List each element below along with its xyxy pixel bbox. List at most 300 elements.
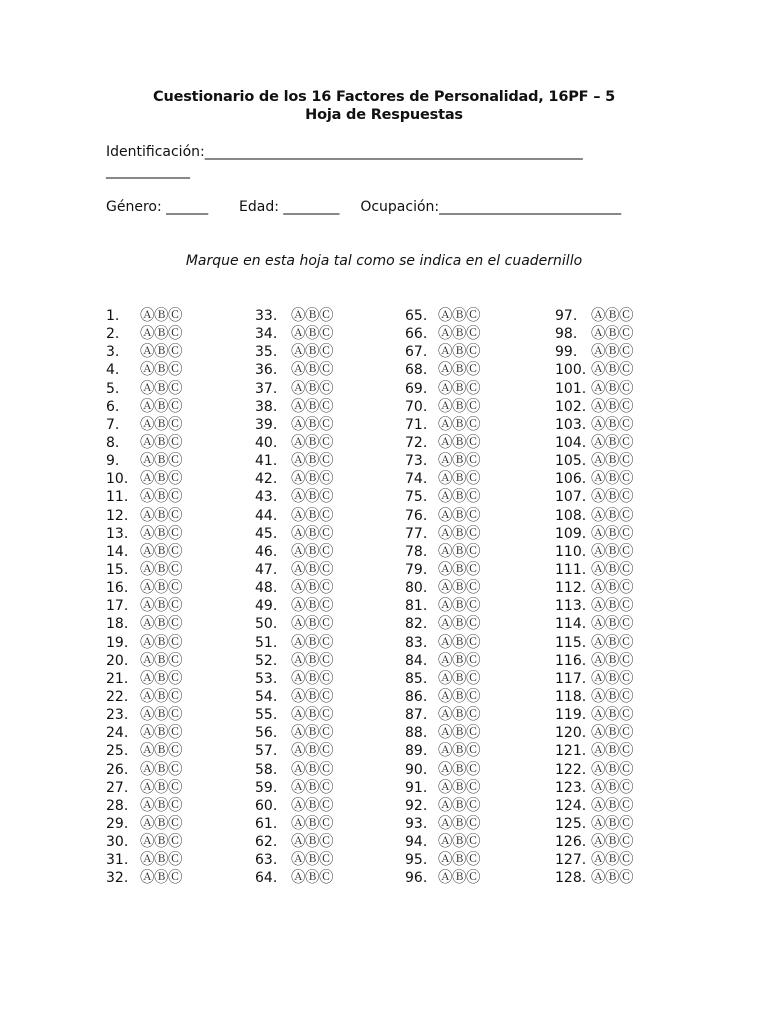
answer-options[interactable]: ⒶⒷⒸ [140,543,182,560]
answer-item [255,488,333,506]
answer-item [555,742,633,760]
answer-item [255,615,333,633]
answer-options[interactable]: ⒶⒷⒸ [438,634,480,651]
answer-options[interactable]: ⒶⒷⒸ [291,670,333,687]
answer-options[interactable]: ⒶⒷⒸ [140,561,182,578]
answer-options[interactable]: ⒶⒷⒸ [140,761,182,778]
answer-options[interactable]: ⒶⒷⒸ [140,326,182,343]
answer-options[interactable]: ⒶⒷⒸ [438,670,480,687]
question-number: 118. [555,688,587,705]
answer-item [405,543,480,561]
answer-item [405,325,480,343]
answer-options[interactable]: ⒶⒷⒸ [438,507,480,524]
question-number: 82. [405,616,428,633]
question-number: 86. [405,688,428,705]
answer-options[interactable]: ⒶⒷⒸ [291,344,333,361]
question-number: 49. [255,598,278,615]
question-number: 31. [106,852,129,869]
answer-options[interactable]: ⒶⒷⒸ [591,779,633,796]
answer-options[interactable]: ⒶⒷⒸ [591,743,633,760]
answer-item [405,398,480,416]
answer-item [255,470,333,488]
answer-options[interactable]: ⒶⒷⒸ [291,797,333,814]
answer-options[interactable]: ⒶⒷⒸ [438,561,480,578]
answer-options[interactable]: ⒶⒷⒸ [591,834,633,851]
answer-options[interactable]: ⒶⒷⒸ [438,344,480,361]
answer-options[interactable]: ⒶⒷⒸ [140,834,182,851]
answer-item [405,579,480,597]
answer-options[interactable]: ⒶⒷⒸ [140,398,182,415]
answer-item [555,452,633,470]
answer-options[interactable]: ⒶⒷⒸ [291,543,333,560]
answer-options[interactable]: ⒶⒷⒸ [438,616,480,633]
question-number: 47. [255,561,278,578]
answer-options[interactable]: ⒶⒷⒸ [140,870,182,887]
answer-options[interactable]: ⒶⒷⒸ [140,779,182,796]
page-title: Cuestionario de los 16 Factores de Personalidad, 16PF – 5 [153,89,615,105]
answer-item [555,561,633,579]
answer-item [405,416,480,434]
answer-item [405,815,480,833]
answer-item [405,488,480,506]
question-number: 26. [106,761,129,778]
answer-item [555,779,633,797]
answer-options[interactable]: ⒶⒷⒸ [140,652,182,669]
answer-column [405,307,480,888]
question-number: 70. [405,398,428,415]
question-number: 29. [106,815,129,832]
question-number: 110. [555,543,587,560]
question-number: 18. [106,616,129,633]
answer-options[interactable]: ⒶⒷⒸ [438,326,480,343]
answer-item [555,361,633,379]
answer-options[interactable]: ⒶⒷⒸ [140,308,182,324]
answer-options[interactable]: ⒶⒷⒸ [591,580,633,597]
question-number: 72. [405,434,428,451]
question-number: 57. [255,743,278,760]
question-number: 80. [405,580,428,597]
question-number: 128. [555,870,587,887]
answer-options[interactable]: ⒶⒷⒸ [140,743,182,760]
answer-options[interactable]: ⒶⒷⒸ [438,797,480,814]
answer-options[interactable]: ⒶⒷⒸ [291,398,333,415]
question-number: 84. [405,652,428,669]
identification-field-continued[interactable]: ____________ [106,163,190,179]
answer-options[interactable]: ⒶⒷⒸ [291,725,333,742]
answer-options[interactable]: ⒶⒷⒸ [140,489,182,506]
answer-item [405,507,480,525]
question-number: 7. [106,416,120,433]
question-number: 51. [255,634,278,651]
answer-item [255,361,333,379]
answer-options[interactable]: ⒶⒷⒸ [140,380,182,397]
answer-options[interactable]: ⒶⒷⒸ [591,525,633,542]
question-number: 97. [555,308,578,324]
answer-item [255,325,333,343]
answer-options[interactable]: ⒶⒷⒸ [291,688,333,705]
question-number: 116. [555,652,587,669]
page-subtitle: Hoja de Respuestas [305,107,463,123]
answer-item [255,761,333,779]
question-number: 111. [555,561,587,578]
answer-item [555,652,633,670]
answer-options[interactable]: ⒶⒷⒸ [291,870,333,887]
answer-item [405,851,480,869]
answer-item [555,761,633,779]
answer-item [405,724,480,742]
answer-item [255,652,333,670]
question-number: 33. [255,308,278,324]
answer-options[interactable]: ⒶⒷⒸ [140,688,182,705]
answer-item [405,634,480,652]
question-number: 75. [405,489,428,506]
answer-item [106,869,182,887]
answer-item [405,761,480,779]
answer-options[interactable]: ⒶⒷⒸ [591,670,633,687]
answer-options[interactable]: ⒶⒷⒸ [591,471,633,488]
answer-options[interactable]: ⒶⒷⒸ [291,471,333,488]
answer-options[interactable]: ⒶⒷⒸ [291,434,333,451]
question-number: 81. [405,598,428,615]
question-number: 91. [405,779,428,796]
answer-item [255,742,333,760]
answer-options[interactable]: ⒶⒷⒸ [140,525,182,542]
answer-options[interactable]: ⒶⒷⒸ [140,507,182,524]
answer-options[interactable]: ⒶⒷⒸ [291,634,333,651]
answer-item [106,652,182,670]
answer-options[interactable]: ⒶⒷⒸ [140,362,182,379]
answer-item [555,797,633,815]
answer-options[interactable]: ⒶⒷⒸ [438,743,480,760]
question-number: 3. [106,344,120,361]
question-number: 8. [106,434,120,451]
answer-options[interactable]: ⒶⒷⒸ [291,580,333,597]
answer-item [555,634,633,652]
answer-item [255,434,333,452]
answer-options[interactable]: ⒶⒷⒸ [291,453,333,470]
answer-item [106,525,182,543]
answer-options[interactable]: ⒶⒷⒸ [591,398,633,415]
question-number: 105. [555,453,587,470]
answer-item [106,561,182,579]
answer-options[interactable]: ⒶⒷⒸ [591,761,633,778]
answer-options[interactable]: ⒶⒷⒸ [591,344,633,361]
question-number: 16. [106,580,129,597]
answer-options[interactable]: ⒶⒷⒸ [438,453,480,470]
answer-item [555,398,633,416]
answer-options[interactable]: ⒶⒷⒸ [591,380,633,397]
answer-options[interactable]: ⒶⒷⒸ [438,580,480,597]
answer-item [106,797,182,815]
question-number: 123. [555,779,587,796]
answer-item [106,706,182,724]
answer-options[interactable]: ⒶⒷⒸ [591,453,633,470]
question-number: 13. [106,525,129,542]
answer-options[interactable]: ⒶⒷⒸ [291,416,333,433]
answer-options[interactable]: ⒶⒷⒸ [291,652,333,669]
gender-field[interactable]: Género: ______ [106,199,209,215]
question-number: 87. [405,707,428,724]
answer-options[interactable]: ⒶⒷⒸ [591,616,633,633]
answer-item [106,543,182,561]
answer-item [106,815,182,833]
answer-item [555,670,633,688]
answer-item [106,779,182,797]
question-number: 69. [405,380,428,397]
question-number: 25. [106,743,129,760]
answer-item [255,343,333,361]
answer-item [106,470,182,488]
answer-options[interactable]: ⒶⒷⒸ [140,852,182,869]
answer-options[interactable]: ⒶⒷⒸ [291,779,333,796]
question-number: 45. [255,525,278,542]
question-number: 90. [405,761,428,778]
answer-column [555,307,633,888]
answer-item [255,561,333,579]
answer-options[interactable]: ⒶⒷⒸ [438,870,480,887]
answer-item [106,398,182,416]
answer-options[interactable]: ⒶⒷⒸ [140,616,182,633]
answer-item [255,634,333,652]
question-number: 22. [106,688,129,705]
answer-options[interactable]: ⒶⒷⒸ [140,670,182,687]
answer-options[interactable]: ⒶⒷⒸ [438,362,480,379]
answer-options[interactable]: ⒶⒷⒸ [291,525,333,542]
answer-options[interactable]: ⒶⒷⒸ [438,543,480,560]
answer-item [555,815,633,833]
answer-options[interactable]: ⒶⒷⒸ [140,634,182,651]
answer-options[interactable]: ⒶⒷⒸ [591,507,633,524]
answer-options[interactable]: ⒶⒷⒸ [291,616,333,633]
answer-options[interactable]: ⒶⒷⒸ [591,598,633,615]
answer-item [405,307,480,325]
answer-options[interactable]: ⒶⒷⒸ [291,362,333,379]
answer-item [255,579,333,597]
question-number: 37. [255,380,278,397]
answer-item [255,779,333,797]
answer-options[interactable]: ⒶⒷⒸ [438,434,480,451]
question-number: 120. [555,725,587,742]
question-number: 104. [555,434,587,451]
answer-item [106,688,182,706]
question-number: 5. [106,380,120,397]
answer-item [555,543,633,561]
answer-options[interactable]: ⒶⒷⒸ [140,598,182,615]
answer-item [405,525,480,543]
question-number: 24. [106,725,129,742]
answer-options[interactable]: ⒶⒷⒸ [291,761,333,778]
question-number: 94. [405,834,428,851]
answer-item [255,452,333,470]
answer-options[interactable]: ⒶⒷⒸ [591,543,633,560]
answer-options[interactable]: ⒶⒷⒸ [438,380,480,397]
answer-options[interactable]: ⒶⒷⒸ [438,852,480,869]
question-number: 109. [555,525,587,542]
answer-options[interactable]: ⒶⒷⒸ [291,598,333,615]
answer-item [106,615,182,633]
answer-item [255,797,333,815]
question-number: 61. [255,815,278,832]
answer-options[interactable]: ⒶⒷⒸ [140,797,182,814]
answer-options[interactable]: ⒶⒷⒸ [438,761,480,778]
answer-options[interactable]: ⒶⒷⒸ [591,797,633,814]
answer-options[interactable]: ⒶⒷⒸ [591,870,633,887]
question-number: 124. [555,797,587,814]
question-number: 39. [255,416,278,433]
question-number: 126. [555,834,587,851]
answer-item [255,416,333,434]
answer-options[interactable]: ⒶⒷⒸ [438,308,480,324]
answer-options[interactable]: ⒶⒷⒸ [591,561,633,578]
answer-item [255,398,333,416]
identification-field[interactable]: Identificación:______________________________________________________ [106,144,583,160]
answer-options[interactable]: ⒶⒷⒸ [438,416,480,433]
question-number: 112. [555,580,587,597]
answer-item [255,851,333,869]
answer-item [555,869,633,887]
answer-options[interactable]: ⒶⒷⒸ [591,434,633,451]
question-number: 77. [405,525,428,542]
answer-item [555,470,633,488]
answer-options[interactable]: ⒶⒷⒸ [591,326,633,343]
answer-options[interactable]: ⒶⒷⒸ [291,326,333,343]
answer-item [405,869,480,887]
answer-options[interactable]: ⒶⒷⒸ [438,489,480,506]
answer-options[interactable]: ⒶⒷⒸ [591,852,633,869]
answer-item [106,361,182,379]
answer-options[interactable]: ⒶⒷⒸ [291,308,333,324]
answer-item [555,380,633,398]
answer-options[interactable]: ⒶⒷⒸ [140,580,182,597]
answer-item [555,434,633,452]
answer-options[interactable]: ⒶⒷⒸ [291,380,333,397]
question-number: 12. [106,507,129,524]
answer-options[interactable]: ⒶⒷⒸ [438,815,480,832]
answer-options[interactable]: ⒶⒷⒸ [591,362,633,379]
answer-item [106,833,182,851]
answer-item [106,851,182,869]
question-number: 106. [555,471,587,488]
question-number: 127. [555,852,587,869]
answer-options[interactable]: ⒶⒷⒸ [438,688,480,705]
question-number: 9. [106,453,120,470]
question-number: 53. [255,670,278,687]
answer-item [555,416,633,434]
answer-options[interactable]: ⒶⒷⒸ [591,489,633,506]
answer-item [405,797,480,815]
answer-options[interactable]: ⒶⒷⒸ [438,398,480,415]
question-number: 113. [555,598,587,615]
answer-options[interactable]: ⒶⒷⒸ [140,453,182,470]
question-number: 117. [555,670,587,687]
answer-options[interactable]: ⒶⒷⒸ [140,707,182,724]
answer-options[interactable]: ⒶⒷⒸ [291,743,333,760]
question-number: 64. [255,870,278,887]
question-number: 21. [106,670,129,687]
answer-options[interactable]: ⒶⒷⒸ [591,815,633,832]
question-number: 42. [255,471,278,488]
answer-options[interactable]: ⒶⒷⒸ [438,834,480,851]
personal-info-row [106,199,621,215]
answer-options[interactable]: ⒶⒷⒸ [291,815,333,832]
question-number: 68. [405,362,428,379]
answer-options[interactable]: ⒶⒷⒸ [438,707,480,724]
answer-options[interactable]: ⒶⒷⒸ [291,707,333,724]
question-number: 65. [405,308,428,324]
answer-item [255,833,333,851]
answer-options[interactable]: ⒶⒷⒸ [291,561,333,578]
answer-options[interactable]: ⒶⒷⒸ [291,852,333,869]
answer-options[interactable]: ⒶⒷⒸ [438,725,480,742]
question-number: 43. [255,489,278,506]
question-number: 35. [255,344,278,361]
answer-item [405,380,480,398]
answer-options[interactable]: ⒶⒷⒸ [438,471,480,488]
question-number: 63. [255,852,278,869]
question-number: 98. [555,326,578,343]
answer-item [405,343,480,361]
question-number: 54. [255,688,278,705]
answer-options[interactable]: ⒶⒷⒸ [140,815,182,832]
question-number: 52. [255,652,278,669]
answer-options[interactable]: ⒶⒷⒸ [291,834,333,851]
answer-item [405,742,480,760]
answer-item [255,543,333,561]
answer-options[interactable]: ⒶⒷⒸ [591,725,633,742]
answer-item [106,307,182,325]
question-number: 44. [255,507,278,524]
answer-options[interactable]: ⒶⒷⒸ [140,725,182,742]
answer-options[interactable]: ⒶⒷⒸ [591,688,633,705]
answer-options[interactable]: ⒶⒷⒸ [591,308,633,324]
question-number: 71. [405,416,428,433]
question-number: 85. [405,670,428,687]
question-number: 99. [555,344,578,361]
answer-item [405,706,480,724]
answer-options[interactable]: ⒶⒷⒸ [591,707,633,724]
answer-item [555,307,633,325]
answer-options[interactable]: ⒶⒷⒸ [140,471,182,488]
answer-options[interactable]: ⒶⒷⒸ [591,416,633,433]
question-number: 83. [405,634,428,651]
question-number: 14. [106,543,129,560]
answer-item [405,470,480,488]
answer-options[interactable]: ⒶⒷⒸ [140,344,182,361]
answer-item [405,833,480,851]
answer-options[interactable]: ⒶⒷⒸ [591,634,633,651]
question-number: 15. [106,561,129,578]
answer-options[interactable]: ⒶⒷⒸ [438,779,480,796]
answer-item [555,579,633,597]
question-number: 32. [106,870,129,887]
question-number: 102. [555,398,587,415]
answer-item [255,706,333,724]
occupation-field[interactable]: Ocupación:__________________________ [360,199,622,215]
answer-options[interactable]: ⒶⒷⒸ [140,416,182,433]
answer-options[interactable]: ⒶⒷⒸ [140,434,182,451]
answer-options[interactable]: ⒶⒷⒸ [291,507,333,524]
answer-options[interactable]: ⒶⒷⒸ [438,652,480,669]
age-field[interactable]: Edad: ________ [239,199,340,215]
question-number: 36. [255,362,278,379]
answer-options[interactable]: ⒶⒷⒸ [438,598,480,615]
answer-item [255,869,333,887]
answer-options[interactable]: ⒶⒷⒸ [591,652,633,669]
answer-item [555,615,633,633]
answer-options[interactable]: ⒶⒷⒸ [291,489,333,506]
answer-options[interactable]: ⒶⒷⒸ [438,525,480,542]
answer-item [555,833,633,851]
